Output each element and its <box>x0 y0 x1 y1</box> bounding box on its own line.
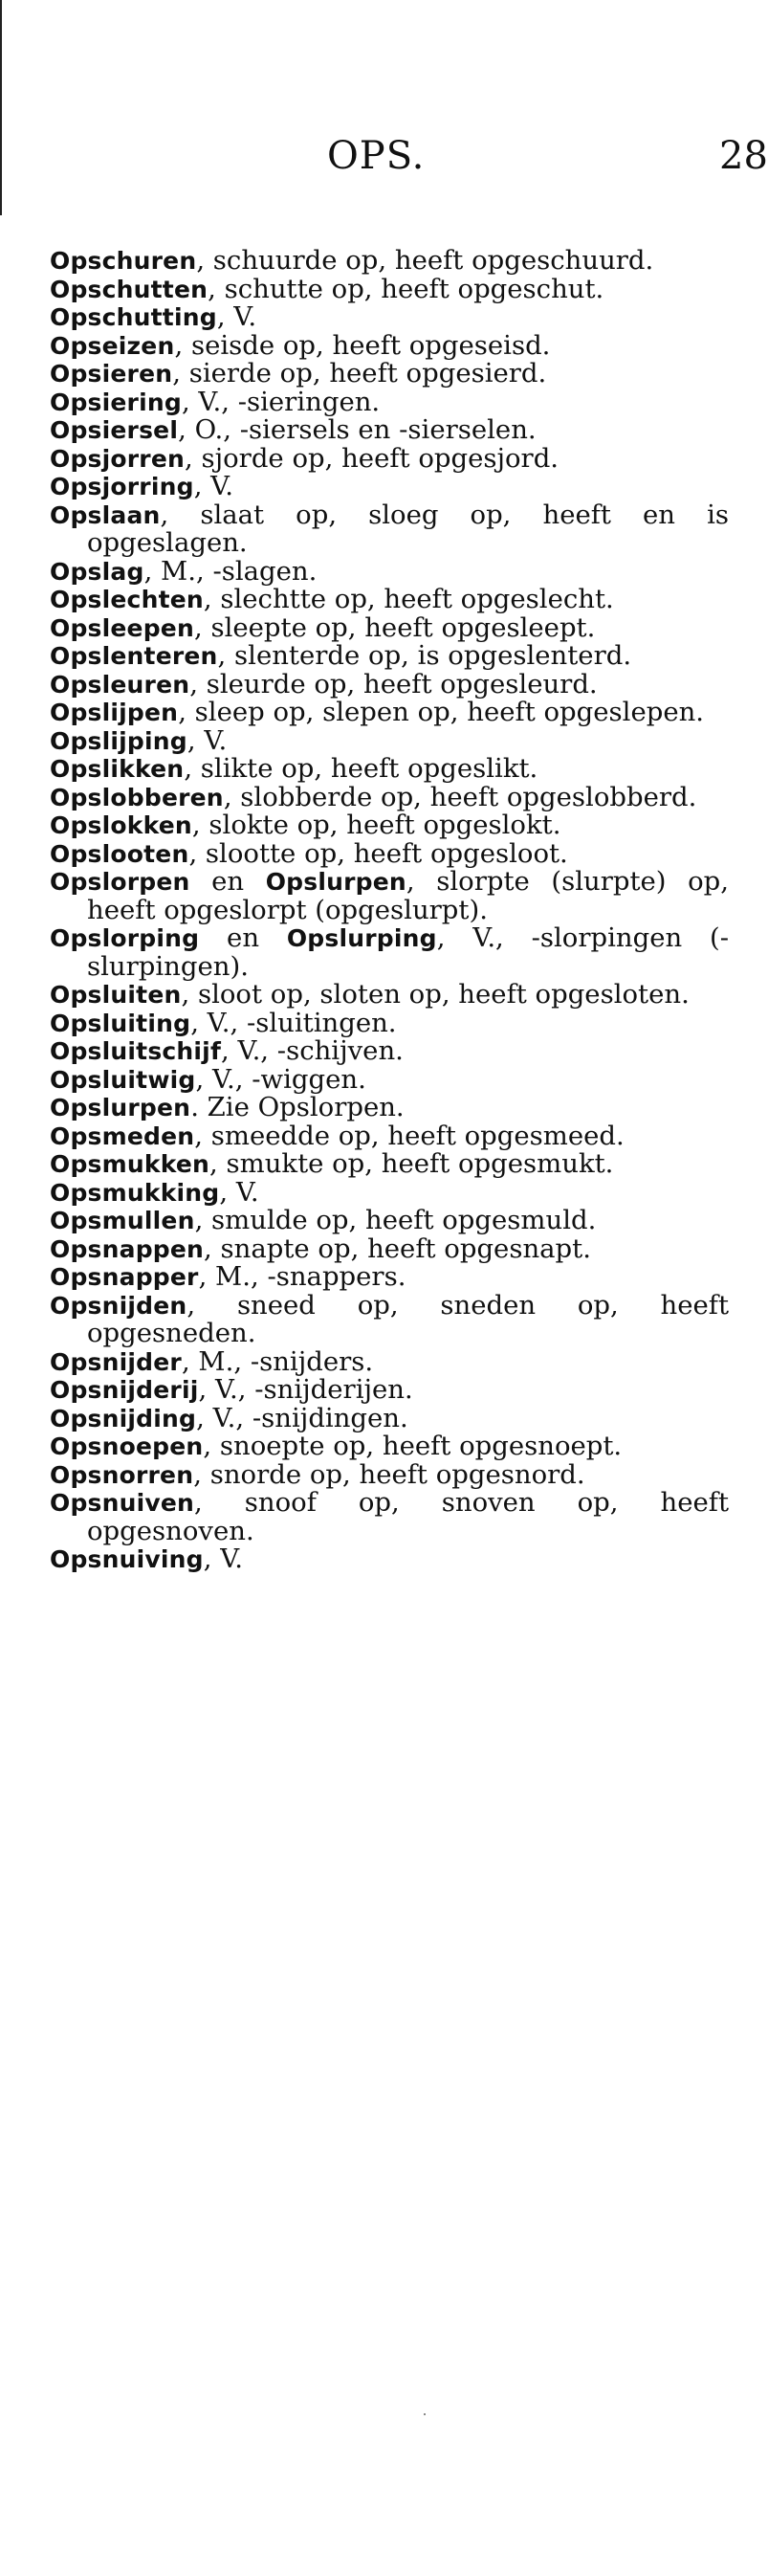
entry-definition: , M., -slagen. <box>143 555 318 587</box>
entry-headword: Opslorping <box>50 924 200 952</box>
dictionary-entry <box>50 586 729 614</box>
dictionary-entry <box>50 386 729 417</box>
entry-definition: , V. <box>219 1176 259 1208</box>
entry-headword: Opsnappen <box>50 1234 205 1263</box>
entry-headword: Opslurpen <box>50 1094 191 1121</box>
entry-definition: , snoof op, snoven op, heeft opgesnoven. <box>87 1487 729 1546</box>
entry-headword: Opsnoepen <box>50 1432 204 1460</box>
entry-definition: , sleepte op, heeft opgesleept. <box>193 611 596 643</box>
entry-definition: , slikte op, heeft opgeslikt. <box>184 753 538 784</box>
entry-definition: , V., -schijven. <box>221 1035 404 1066</box>
entry-definition: , V., -slorpingen (-slurpingen). <box>87 922 730 982</box>
entry-headword: Opslikken <box>50 755 185 783</box>
page-edge-rule <box>0 0 2 215</box>
dictionary-entry <box>50 1122 729 1151</box>
entry-definition: , V. <box>193 471 233 501</box>
entry-definition: , smulde op, heeft opgesmuld. <box>194 1205 597 1235</box>
dictionary-entry <box>50 699 729 727</box>
entry-headword: Opsjorren <box>50 444 185 473</box>
entry-definition: . Zie Opslorpen. <box>190 1092 405 1122</box>
entry-headword: Opsnijden <box>50 1291 187 1320</box>
entry-headword: Opsmullen <box>50 1207 195 1234</box>
entry-definition: , sjorde op, heeft opgesjord. <box>185 442 560 474</box>
dictionary-entry <box>50 329 729 361</box>
dictionary-entry <box>50 303 729 332</box>
entry-definition: , slechtte op, heeft opgeslecht. <box>203 584 614 614</box>
dictionary-entry <box>50 555 729 587</box>
entry-headword-variant: Opslurpen <box>265 868 406 896</box>
entry-headword-variant: Opslurping <box>286 924 437 952</box>
dictionary-entry <box>50 1207 729 1235</box>
entry-definition: , slootte op, heeft opgesloot. <box>188 837 568 869</box>
dictionary-entry <box>50 611 729 643</box>
entry-headword: Opsnuiven <box>50 1489 195 1517</box>
dictionary-entry <box>50 1289 729 1348</box>
entry-headword: Opsnijder <box>50 1347 182 1376</box>
scan-speck <box>424 2413 426 2415</box>
entry-headword: Opsluitschijf <box>50 1037 222 1065</box>
page-number: 28 <box>719 134 768 178</box>
entry-definition: , sleep op, slepen op, heeft opgeslepen. <box>178 697 705 727</box>
dictionary-entry <box>50 473 729 501</box>
entry-headword: Opsluiten <box>50 981 182 1009</box>
entry-definition: , snorde op, heeft opgesnord. <box>193 1458 585 1490</box>
entry-definition: , slobberde op, heeft opgeslobberd. <box>223 781 697 812</box>
dictionary-entry <box>50 781 729 812</box>
entry-headword: Opslokken <box>50 811 192 839</box>
dictionary-entry <box>50 642 729 671</box>
entry-definition: , schutte op, heeft opgeschut. <box>208 273 604 304</box>
dictionary-entry <box>50 501 729 558</box>
entry-headword: Opsnorren <box>50 1460 194 1489</box>
dictionary-entry <box>50 1376 729 1405</box>
dictionary-entry <box>50 1176 729 1208</box>
dictionary-entry <box>50 668 729 700</box>
entry-headword: Opsmukken <box>50 1150 210 1178</box>
entry-headword: Opsluiting <box>50 1009 191 1037</box>
dictionary-entry <box>50 1037 729 1066</box>
dictionary-entry <box>50 1263 729 1292</box>
entry-definition: , snapte op, heeft opgesnapt. <box>204 1232 591 1264</box>
entry-definition: , O., -siersels en -sierselen. <box>178 414 537 445</box>
entry-definition: , V., -snijdingen. <box>196 1402 408 1433</box>
entry-definition: , slenterde op, is opgeslenterd. <box>217 640 632 671</box>
entry-headword: Opsnuiving <box>50 1545 204 1573</box>
dictionary-entry <box>50 811 729 840</box>
entry-definition: , sloot op, sloten op, heeft opgesloten. <box>181 979 690 1010</box>
dictionary-entry <box>50 416 729 445</box>
dictionary-entry <box>50 1432 729 1461</box>
entry-definition: , V., -wiggen. <box>195 1063 366 1095</box>
entry-headword: Opslobberen <box>50 783 224 811</box>
entry-definition: , V. <box>187 724 228 756</box>
dictionary-entry <box>50 755 729 784</box>
dictionary-entry <box>50 924 729 981</box>
entry-definition: , smukte op, heeft opgesmukt. <box>209 1148 614 1179</box>
entry-definition: , slokte op, heeft opgeslokt. <box>191 810 561 840</box>
entry-headword: Opslooten <box>50 839 189 868</box>
dictionary-entry <box>50 1094 729 1122</box>
entry-headword: Opsiering <box>50 388 182 416</box>
entry-definition: , M., -snappers. <box>198 1261 406 1292</box>
entry-definition: , smeedde op, heeft opgesmeed. <box>194 1120 625 1151</box>
entry-headword: Opschutting <box>50 303 217 331</box>
entry-definition: , sleurde op, heeft opgesleurd. <box>189 668 598 700</box>
dictionary-entry <box>50 724 729 756</box>
dictionary-entry <box>50 1150 729 1179</box>
dictionary-entry <box>50 1489 729 1545</box>
entry-definition: , V., -sluitingen. <box>190 1007 397 1038</box>
entry-headword: Opslijping <box>50 726 187 755</box>
entry-headword: Opsnijderij <box>50 1376 199 1404</box>
running-head: OPS. <box>327 134 426 178</box>
dictionary-entry <box>50 442 729 474</box>
entry-headword: Opschutten <box>50 275 208 303</box>
entry-definition: , V., -snijderijen. <box>198 1374 413 1405</box>
entry-headword: Opsluitwig <box>50 1065 196 1094</box>
entry-definition: , V., -sieringen. <box>181 386 381 417</box>
entry-headword: Opsleepen <box>50 613 194 642</box>
entry-headword: Opsmeden <box>50 1121 195 1150</box>
entry-definition: , snoepte op, heeft opgesnoept. <box>203 1431 623 1461</box>
dictionary-entry <box>50 868 729 924</box>
entry-headword: Opslag <box>50 557 144 586</box>
entry-headword: Opslaan <box>50 500 161 529</box>
dictionary-entry <box>50 1545 729 1574</box>
dictionary-entry <box>50 360 729 389</box>
entry-headword: Opsleuren <box>50 670 190 699</box>
dictionary-entry <box>50 1232 729 1264</box>
dictionary-entry <box>50 981 729 1010</box>
entry-headword: Opsieren <box>50 360 173 388</box>
entry-definition: , schuurde op, heeft opgeschuurd. <box>196 245 654 276</box>
entry-definition: , slaat op, sloeg op, heeft en is opgeslagen. <box>87 499 729 558</box>
entry-headword: Opsnijding <box>50 1404 197 1432</box>
entry-headword: Opsiersel <box>50 416 179 444</box>
dictionary-entry <box>50 1402 729 1433</box>
entry-headword: Opschuren <box>50 247 197 275</box>
page-header <box>0 124 768 182</box>
entry-definition: , sneed op, sneden op, heeft opgesneden. <box>87 1289 729 1348</box>
entry-definition: , slorpte (slurpte) op, heeft opgeslorpt (opgeslurpt). <box>87 866 729 925</box>
entry-headword: Opsmukking <box>50 1178 220 1207</box>
entry-definition: , sierde op, heeft opgesierd. <box>172 358 547 389</box>
entry-headword: Opsnapper <box>50 1263 199 1291</box>
entry-headword: Opslechten <box>50 586 204 613</box>
dictionary-entry <box>50 273 729 304</box>
dictionary-entry <box>50 1063 729 1095</box>
entry-headword: Opseizen <box>50 331 175 360</box>
dictionary-entries <box>50 247 729 1574</box>
entry-connector: en <box>199 922 287 953</box>
entry-headword: Opslijpen <box>50 699 179 726</box>
entry-definition: , seisde op, heeft opgeseisd. <box>174 329 551 361</box>
entry-definition: , V. <box>203 1543 244 1574</box>
entry-definition: , M., -snijders. <box>181 1345 374 1377</box>
dictionary-entry <box>50 1458 729 1490</box>
dictionary-entry <box>50 1007 729 1038</box>
entry-definition: , V. <box>216 301 257 332</box>
entry-headword: Opslenteren <box>50 642 218 670</box>
entry-headword: Opsjorring <box>50 473 194 500</box>
dictionary-entry <box>50 247 729 276</box>
entry-connector: en <box>189 866 266 897</box>
dictionary-entry <box>50 1345 729 1377</box>
entry-headword: Opslorpen <box>50 868 190 896</box>
dictionary-entry <box>50 837 729 869</box>
